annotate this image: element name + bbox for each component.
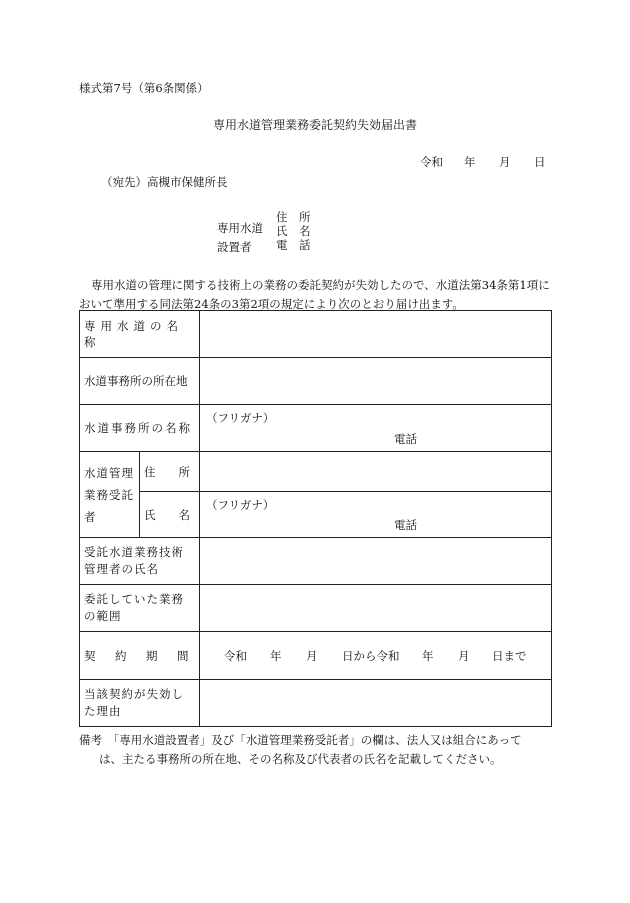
contractor-phone-label: 電話 — [394, 517, 417, 532]
document-title: 専用水道管理業務委託契約失効届出書 — [212, 118, 417, 132]
field-contractor-address[interactable] — [200, 452, 552, 492]
applicant-label — [217, 219, 267, 257]
remarks-line1: 備考 「専用水道設置者」及び「水道管理業務受託者」の欄は、法人又は組合にあって — [79, 733, 522, 747]
period-day1-from: 日から令和 — [342, 648, 400, 663]
period-year2: 年 — [422, 648, 434, 663]
period-day2-to: 日まで — [492, 648, 527, 663]
field-contract-period[interactable] — [200, 632, 552, 680]
period-era1: 令和 — [224, 648, 247, 663]
label-expiry-reason: 当該契約が失効した理由 — [80, 680, 200, 727]
date-month: 月 — [499, 155, 511, 169]
applicant-phone-label: 電 話 — [276, 238, 311, 252]
row-office-location — [80, 358, 552, 405]
date-day: 日 — [534, 155, 546, 169]
field-scope[interactable] — [200, 585, 552, 632]
label-contract-period: 契 約 期 間 — [80, 632, 200, 680]
contractor-furigana-label: （フリガナ） — [206, 497, 275, 512]
intro-statement: 専用水道の管理に関する技術上の業務の委託契約が失効したので、水道法第34条第1項において準用する同法第24条の3第2項の規定により次のとおり届け出ます。 — [79, 278, 550, 311]
row-contractor-name — [80, 492, 552, 538]
applicant-name-label: 氏 名 — [276, 224, 311, 238]
remarks — [79, 731, 557, 769]
row-expiry-reason — [80, 680, 552, 727]
form-table — [79, 310, 552, 727]
field-office-name[interactable] — [200, 405, 552, 452]
office-phone-label: 電話 — [394, 431, 417, 446]
row-contract-period — [80, 632, 552, 680]
row-office-name — [80, 405, 552, 452]
period-year1: 年 — [270, 648, 282, 663]
label-contractor-address: 住 所 — [140, 452, 200, 492]
addressee: （宛先）高槻市保健所長 — [101, 175, 228, 189]
label-water-system-name: 専用水道の名称 — [80, 311, 200, 358]
field-contractor-name[interactable] — [200, 492, 552, 538]
label-contractor-name: 氏 名 — [140, 492, 200, 538]
applicant-fields — [276, 210, 311, 252]
label-office-name: 水道事務所の名称 — [80, 405, 200, 452]
label-scope: 委託していた業務の範囲 — [80, 585, 200, 632]
remarks-line2: は、主たる事務所の所在地、その名称及び代表者の氏名を記載してください。 — [99, 752, 502, 766]
label-office-location: 水道事務所の所在地 — [80, 358, 200, 405]
date-era: 令和 — [420, 155, 443, 169]
field-office-location[interactable] — [200, 358, 552, 405]
row-water-system-name — [80, 311, 552, 358]
field-manager-name[interactable] — [200, 538, 552, 585]
period-month1: 月 — [306, 648, 318, 663]
applicant-label-line1: 専用水道 — [217, 221, 263, 235]
field-water-system-name[interactable] — [200, 311, 552, 358]
applicant-label-line2: 設置者 — [217, 240, 252, 254]
form-number: 様式第7号（第6条関係） — [79, 81, 209, 95]
row-manager-name — [80, 538, 552, 585]
row-scope — [80, 585, 552, 632]
office-furigana-label: （フリガナ） — [206, 410, 275, 425]
field-expiry-reason[interactable] — [200, 680, 552, 727]
label-manager-name: 受託水道業務技術管理者の氏名 — [80, 538, 200, 585]
date-year: 年 — [464, 155, 476, 169]
applicant-address-label: 住 所 — [276, 210, 311, 224]
row-contractor-address — [80, 452, 552, 492]
label-contractor: 水道管理業務受託者 — [80, 452, 140, 538]
period-month2: 月 — [458, 648, 470, 663]
